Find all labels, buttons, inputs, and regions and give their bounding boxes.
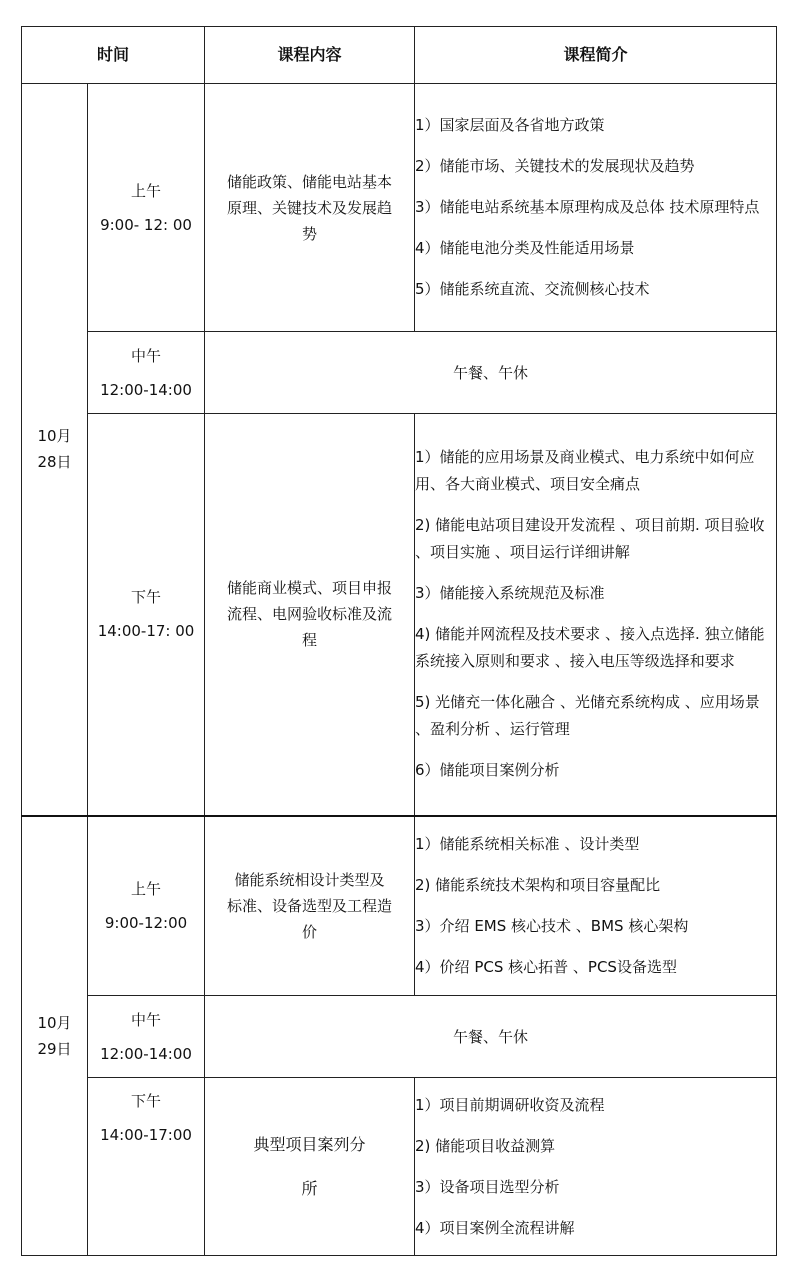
time-range: 12:00-14:00	[100, 1044, 192, 1063]
content-line: 程	[302, 631, 318, 650]
schedule-table	[21, 26, 777, 1256]
intro-item: 6）储能项目案例分析	[415, 761, 560, 780]
day1-afternoon-row	[22, 414, 777, 816]
intro-item: 2) 储能电站项目建设开发流程 、项目前期. 项目验收 、项目实施 、项目运行详细讲解	[415, 516, 765, 562]
time-range: 9:00- 12: 00	[100, 215, 192, 234]
intro-item: 1）储能系统相关标准 、设计类型	[415, 834, 640, 853]
day1-afternoon-time	[88, 414, 205, 816]
day2-date-day: 29日	[37, 1039, 72, 1058]
intro-item: 2) 储能系统技术架构和项目容量配比	[415, 875, 661, 894]
period-label: 中午	[131, 1010, 162, 1029]
intro-item: 4）储能电池分类及性能适用场景	[415, 239, 635, 257]
time-range: 9:00-12:00	[104, 913, 188, 932]
day2-noon-time	[88, 996, 205, 1078]
day2-afternoon-intro	[415, 1078, 777, 1256]
intro-item: 4) 储能并网流程及技术要求 、接入点选择. 独立储能系统接入原则和要求 、接入电压等级选择和要求	[415, 625, 765, 671]
day1-morning-row	[22, 84, 777, 332]
period-label: 中午	[131, 346, 162, 365]
day1-morning-time	[88, 84, 205, 332]
intro-item: 3）储能电站系统基本原理构成及总体 技术原理特点	[415, 198, 760, 216]
intro-item: 1）储能的应用场景及商业模式、电力系统中如何应用、各大商业模式、项目安全痛点	[415, 448, 755, 494]
day1-date	[22, 84, 88, 816]
header-row	[22, 27, 777, 84]
time-range: 14:00-17:00	[100, 1126, 192, 1144]
content-line: 价	[302, 922, 318, 941]
header-time: 时间	[22, 27, 205, 84]
header-intro: 课程简介	[415, 27, 777, 84]
day2-noon-row	[22, 996, 777, 1078]
day2-afternoon-content	[205, 1078, 415, 1256]
content-line: 势	[302, 224, 318, 243]
day1-noon-time	[88, 332, 205, 414]
day2-afternoon-time	[88, 1078, 205, 1256]
content-line: 原理、关键技术及发展趋	[227, 198, 393, 217]
header-content: 课程内容	[205, 27, 415, 84]
day2-date	[22, 816, 88, 1256]
intro-item: 4）项目案例全流程讲解	[415, 1218, 575, 1237]
day2-morning-content	[205, 816, 415, 996]
day1-noon-row	[22, 332, 777, 414]
content-line: 储能商业模式、项目申报	[227, 579, 393, 598]
intro-item: 3）储能接入系统规范及标准	[415, 584, 605, 603]
content-line: 标准、设备选型及工程造	[227, 896, 393, 915]
day2-date-month: 10月	[37, 1013, 72, 1032]
day2-morning-intro	[415, 816, 777, 996]
day1-date-month: 10月	[37, 427, 72, 446]
intro-item: 3）设备项目选型分析	[415, 1177, 560, 1196]
day1-afternoon-intro	[415, 414, 777, 816]
day1-afternoon-content	[205, 414, 415, 816]
content-line: 储能系统相设计类型及	[234, 870, 385, 889]
intro-item: 3）介绍 EMS 核心技术 、BMS 核心架构	[415, 916, 689, 935]
content-line: 所	[301, 1178, 318, 1198]
day1-lunch: 午餐、午休	[205, 332, 777, 414]
day2-lunch: 午餐、午休	[205, 996, 777, 1078]
intro-item: 1）项目前期调研收资及流程	[415, 1095, 605, 1114]
intro-item: 5）储能系统直流、交流侧核心技术	[415, 280, 650, 298]
period-label: 下午	[131, 1092, 162, 1110]
intro-item: 4）价绍 PCS 核心拓普 、PCS设备选型	[415, 957, 677, 976]
day1-date-day: 28日	[37, 453, 72, 472]
period-label: 上午	[131, 181, 162, 200]
day1-morning-content	[205, 84, 415, 332]
intro-item: 2）储能市场、关键技术的发展现状及趋势	[415, 157, 695, 175]
period-label: 上午	[131, 879, 162, 898]
day2-morning-time	[88, 816, 205, 996]
day2-morning-row	[22, 816, 777, 996]
content-line: 流程、电网验收标准及流	[227, 605, 393, 624]
intro-item: 2) 储能项目收益测算	[415, 1136, 556, 1155]
time-range: 14:00-17: 00	[97, 622, 195, 641]
period-label: 下午	[131, 588, 162, 607]
intro-item: 5) 光储充一体化融合 、光储充系统构成 、应用场景 、盈利分析 、运行管理	[415, 693, 760, 739]
content-line: 典型项目案列分	[253, 1134, 366, 1154]
intro-item: 1）国家层面及各省地方政策	[415, 116, 605, 134]
day2-afternoon-row	[22, 1078, 777, 1256]
time-range: 12:00-14:00	[100, 380, 192, 399]
day1-morning-intro	[415, 84, 777, 332]
content-line: 储能政策、储能电站基本	[227, 172, 393, 191]
